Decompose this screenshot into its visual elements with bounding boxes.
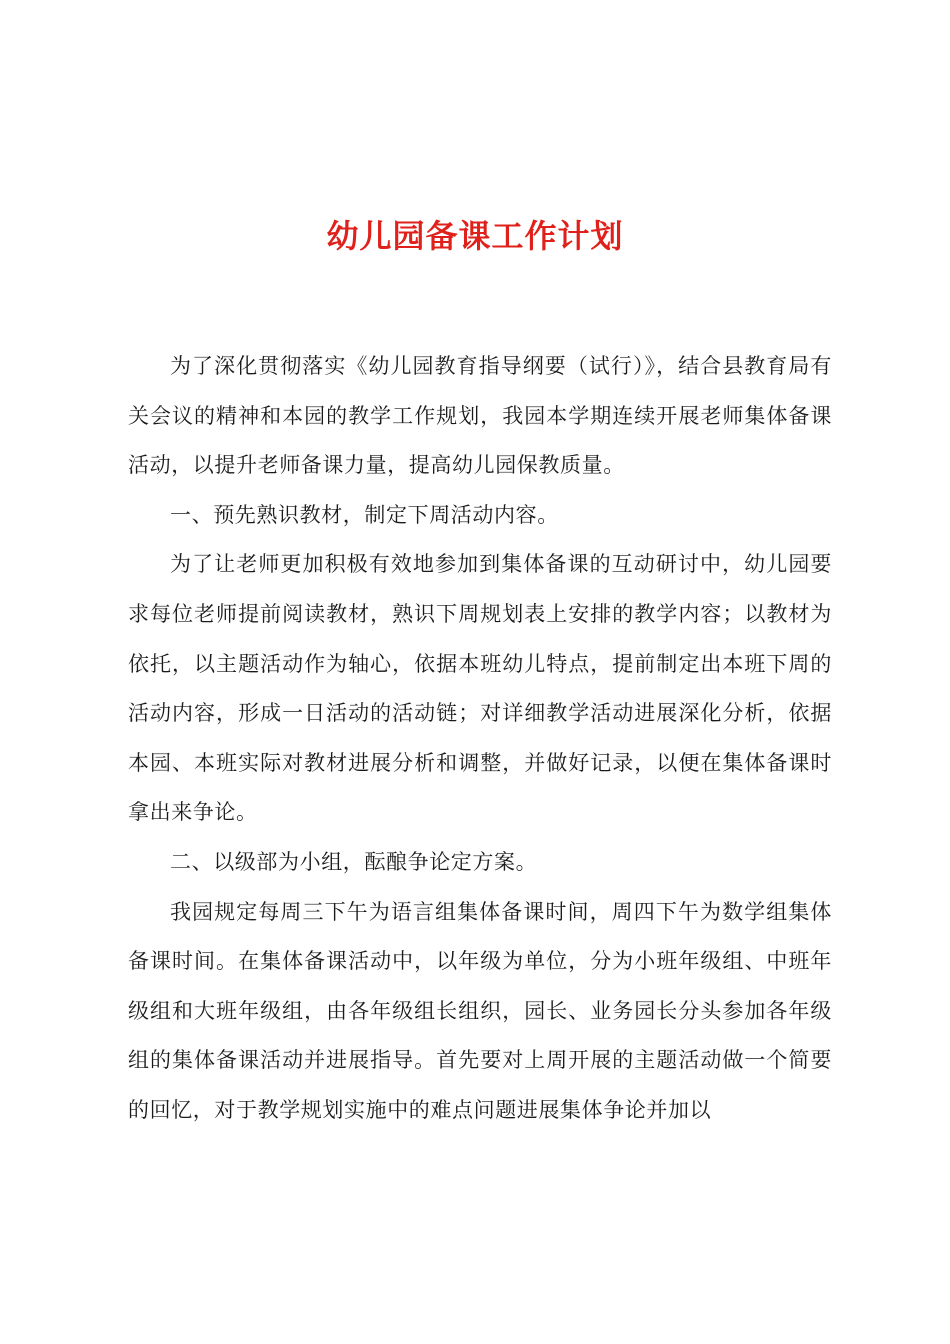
document-title: 幼儿园备课工作计划 [326, 217, 624, 255]
document-body [128, 342, 832, 1136]
section-heading-2: 二、以级部为小组，酝酿争论定方案。 [170, 849, 538, 874]
paragraph-section-1: 为了让老师更加积极有效地参加到集体备课的互动研讨中，幼儿园要求每位老师提前阅读教材，熟识下周规划表上安排的教学内容；以教材为依托，以主题活动作为轴心，依据本班幼儿特点，提前制定出本班下周的活动内容，形成一日活动的活动链；对详细教学活动进展深化分析，依据本园、本班实际对教材进展分析和调整，并做好记录，以便在集体备课时拿出来争论。 [128, 552, 832, 825]
paragraph-intro: 为了深化贯彻落实《幼儿园教育指导纲要（试行）》，结合县教育局有关会议的精神和本园的教学工作规划，我园本学期连续开展老师集体备课活动，以提升老师备课力量，提高幼儿园保教质量。 [128, 354, 832, 478]
section-heading-1: 一、预先熟识教材，制定下周活动内容。 [170, 502, 559, 527]
paragraph-section-2: 我园规定每周三下午为语言组集体备课时间，周四下午为数学组集体备课时间。在集体备课活动中，以年级为单位，分为小班年级组、中班年级组和大班年级组，由各年级组长组织，园长、业务园长分头参加各年级组的集体备课活动并进展指导。首先要对上周开展的主题活动做一个简要的回忆，对于教学规划实施中的难点问题进展集体争论并加以 [128, 899, 832, 1122]
